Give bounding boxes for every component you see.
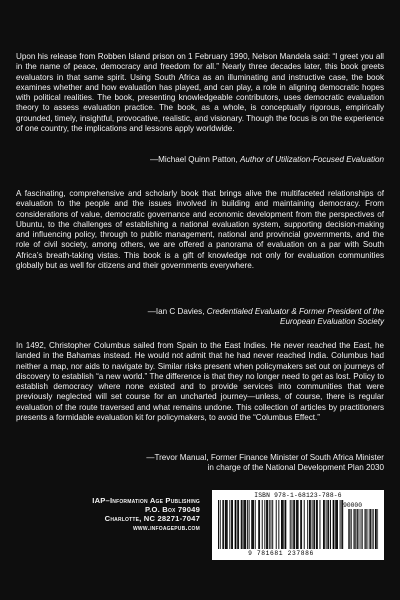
barcode-bar bbox=[304, 500, 305, 549]
barcode-bar bbox=[300, 500, 301, 549]
addon-bar bbox=[354, 509, 355, 549]
barcode-bar bbox=[342, 500, 343, 549]
addon-bar bbox=[366, 509, 367, 549]
publisher-name: IAP–Information Age Publishing bbox=[92, 496, 200, 505]
barcode-bar bbox=[307, 500, 308, 549]
addon-bar bbox=[350, 509, 351, 549]
addon-bar bbox=[372, 509, 373, 549]
addon-bar bbox=[355, 509, 356, 549]
barcode-bar bbox=[272, 500, 273, 549]
barcode-bar bbox=[327, 500, 328, 549]
barcode-bar bbox=[253, 500, 254, 549]
barcode-bar bbox=[281, 500, 282, 549]
barcode-bar bbox=[282, 500, 283, 549]
barcode-bar bbox=[301, 500, 302, 549]
endorsement-davies-attribution bbox=[134, 307, 384, 328]
addon-bar bbox=[348, 509, 349, 549]
barcode-bar bbox=[320, 500, 321, 549]
barcode-bar bbox=[341, 500, 342, 549]
addon-bar bbox=[357, 509, 358, 549]
publisher-website: www.infoagepub.com bbox=[133, 523, 200, 532]
barcode-bar bbox=[271, 500, 272, 549]
addon-bar bbox=[377, 509, 378, 549]
addon-bar bbox=[360, 509, 361, 549]
barcode-bar bbox=[312, 500, 313, 549]
barcode-bar bbox=[276, 500, 277, 549]
addon-bar bbox=[354, 509, 355, 549]
barcode-bar bbox=[236, 500, 237, 549]
barcode-bar bbox=[324, 500, 325, 549]
barcode-bar bbox=[243, 500, 244, 549]
publisher-info bbox=[58, 496, 200, 532]
barcode-bar bbox=[292, 500, 293, 549]
barcode-bar bbox=[242, 500, 243, 549]
barcode-bar bbox=[226, 500, 227, 549]
publisher-box: P.O. Box 79049 bbox=[144, 505, 200, 514]
barcode-bar bbox=[278, 500, 279, 549]
barcode-bar bbox=[218, 500, 219, 549]
barcode-bar bbox=[326, 500, 327, 549]
barcode-bar bbox=[336, 500, 337, 549]
barcode-bar bbox=[313, 500, 314, 549]
price-code: 90000 bbox=[343, 502, 362, 509]
barcode-bar bbox=[340, 500, 341, 549]
attribution-author: —Michael Quinn Patton, bbox=[150, 155, 241, 164]
barcode-bar bbox=[334, 500, 335, 549]
attribution-credential: Author of Utilization-Focused Evaluation bbox=[240, 155, 384, 164]
barcode-bar bbox=[252, 500, 253, 549]
barcode-bar bbox=[225, 500, 226, 549]
isbn-label: ISBN 978-1-68123-788-6 bbox=[254, 492, 342, 499]
barcode-bar bbox=[310, 500, 311, 549]
barcode-bar bbox=[290, 500, 291, 549]
endorsement-manual-attribution: —Trevor Manual, Former Finance Minister of South Africa Minister in charge of the National Development Plan 2030 bbox=[146, 453, 384, 473]
addon-bar bbox=[370, 509, 371, 549]
publisher-city: Charlotte, NC 28271-7047 bbox=[104, 514, 200, 523]
barcode-bar bbox=[337, 500, 338, 549]
addon-bar bbox=[376, 509, 377, 549]
barcode-bar bbox=[231, 500, 232, 549]
endorsement-patton: Upon his release from Robben Island prison on 1 February 1990, Nelson Mandela said: “I greet you all in the name of peace, democracy and freedom for all.” Nearly three decades later, this book greets evaluators in that same spirit. Using South Africa as an illuminating and instructive case, the book examines whether and how evaluation has played, and can play, a role in aligning democratic hopes with political realities. The book, presenting knowledgeable contributors, uses democratic evaluation theory to assess evaluation practice. The book, as a whole, is conceptually rigorous, empirically grounded, timely, insightful, provocative, realistic, and visionary. Though the focus is on the experience of one country, the implications and lessons apply worldwide. bbox=[16, 52, 384, 134]
barcode-bar bbox=[267, 500, 268, 549]
barcode-bar bbox=[293, 500, 294, 549]
barcode-bar bbox=[323, 500, 324, 549]
addon-bar bbox=[362, 509, 363, 549]
addon-bar bbox=[349, 509, 350, 549]
addon-bar bbox=[375, 509, 376, 549]
barcode-bar bbox=[262, 500, 263, 549]
addon-bar bbox=[373, 509, 374, 549]
barcode-bar bbox=[238, 500, 239, 549]
barcode-bar bbox=[245, 500, 246, 549]
addon-bar bbox=[371, 509, 372, 549]
barcode-digits: 9 781681 237886 bbox=[248, 550, 314, 557]
barcode-bar bbox=[309, 500, 310, 549]
barcode-bar bbox=[330, 500, 331, 549]
barcode-bar bbox=[229, 500, 230, 549]
addon-bar bbox=[365, 509, 366, 549]
barcode-bar bbox=[266, 500, 267, 549]
barcode-bar bbox=[285, 500, 286, 549]
barcode-bar bbox=[255, 500, 256, 549]
barcode-bar bbox=[237, 500, 238, 549]
barcode-bar bbox=[294, 500, 295, 549]
barcode-bar bbox=[285, 500, 286, 549]
barcode-bar bbox=[241, 500, 242, 549]
addon-bar bbox=[376, 509, 377, 549]
endorsement-patton-attribution bbox=[150, 155, 384, 165]
barcode-bar bbox=[316, 500, 317, 549]
barcode-bar bbox=[220, 500, 221, 549]
barcode-bar bbox=[259, 500, 260, 549]
barcode-bar bbox=[335, 500, 336, 549]
addon-bar bbox=[361, 509, 362, 549]
barcode-bar bbox=[296, 500, 297, 549]
barcode-bar bbox=[249, 500, 250, 549]
barcode-bar bbox=[251, 500, 252, 549]
addon-bar bbox=[358, 509, 359, 549]
endorsement-davies: A fascinating, comprehensive and scholarly book that brings alive the multifaceted relationships of evaluation to the people and the issues involved in building and maintaining democracy. From considerations of value, democratic governance and economic development from the perspectives of Ubuntu, to the challenges of establishing a national evaluation system, supporting decision-making and influencing policy, through to public management, national and provincial governments, and the role of civil society, among others, we are offered a panorama of evaluation on a par with South Africa’s breath-taking vistas. This book is a gift of knowledge not only for evaluation communities globally but as well for citizens and their governments everywhere. bbox=[16, 189, 384, 271]
barcode-bar bbox=[283, 500, 284, 549]
endorsement-manual: In 1492, Christopher Columbus sailed from Spain to the East Indies. He never reached the East, he landed in the Bahamas instead. He would not admit that he had never reached India. Columbus had neither a map, nor aids to navigate by. Similar risks present when policymakers set out on journeys of discovery to establish “a new world.” The difference is that they no longer need to get as lost. Policy to establish democracy where none existed and to provide services into communities that were previously neglected will set course for an uncharted journey—unless, of course, there is regular evaluation of the route traversed and what remains undone. This collection of articles by practitioners presents a formidable evaluation kit for policymakers, to avoid the “Columbus Effect.” bbox=[16, 341, 384, 423]
isbn-barcode bbox=[212, 490, 384, 560]
addon-bar bbox=[369, 509, 370, 549]
barcode-bar bbox=[297, 500, 298, 549]
barcode-bar bbox=[222, 500, 223, 549]
barcode-bar bbox=[317, 500, 318, 549]
barcode-bar bbox=[247, 500, 248, 549]
addon-bar bbox=[368, 509, 369, 549]
addon-bar bbox=[365, 509, 366, 549]
barcode-bar bbox=[244, 500, 245, 549]
barcode-bar bbox=[258, 500, 259, 549]
barcode-bar bbox=[232, 500, 233, 549]
barcode-bar bbox=[314, 500, 315, 549]
barcode-bar bbox=[298, 500, 299, 549]
addon-bar bbox=[357, 509, 358, 549]
barcode-bar bbox=[333, 500, 334, 549]
barcode-bar bbox=[328, 500, 329, 549]
barcode-bar bbox=[223, 500, 224, 549]
attribution-credential: Credentialed Evaluator & Former President of the European Evaluation Society bbox=[206, 307, 384, 327]
barcode-bar bbox=[269, 500, 270, 549]
barcode-bar bbox=[235, 500, 236, 549]
addon-bar bbox=[351, 509, 352, 549]
barcode-bar bbox=[264, 500, 265, 549]
attribution-author: —Ian C Davies, bbox=[147, 307, 207, 316]
barcode-bar bbox=[227, 500, 228, 549]
